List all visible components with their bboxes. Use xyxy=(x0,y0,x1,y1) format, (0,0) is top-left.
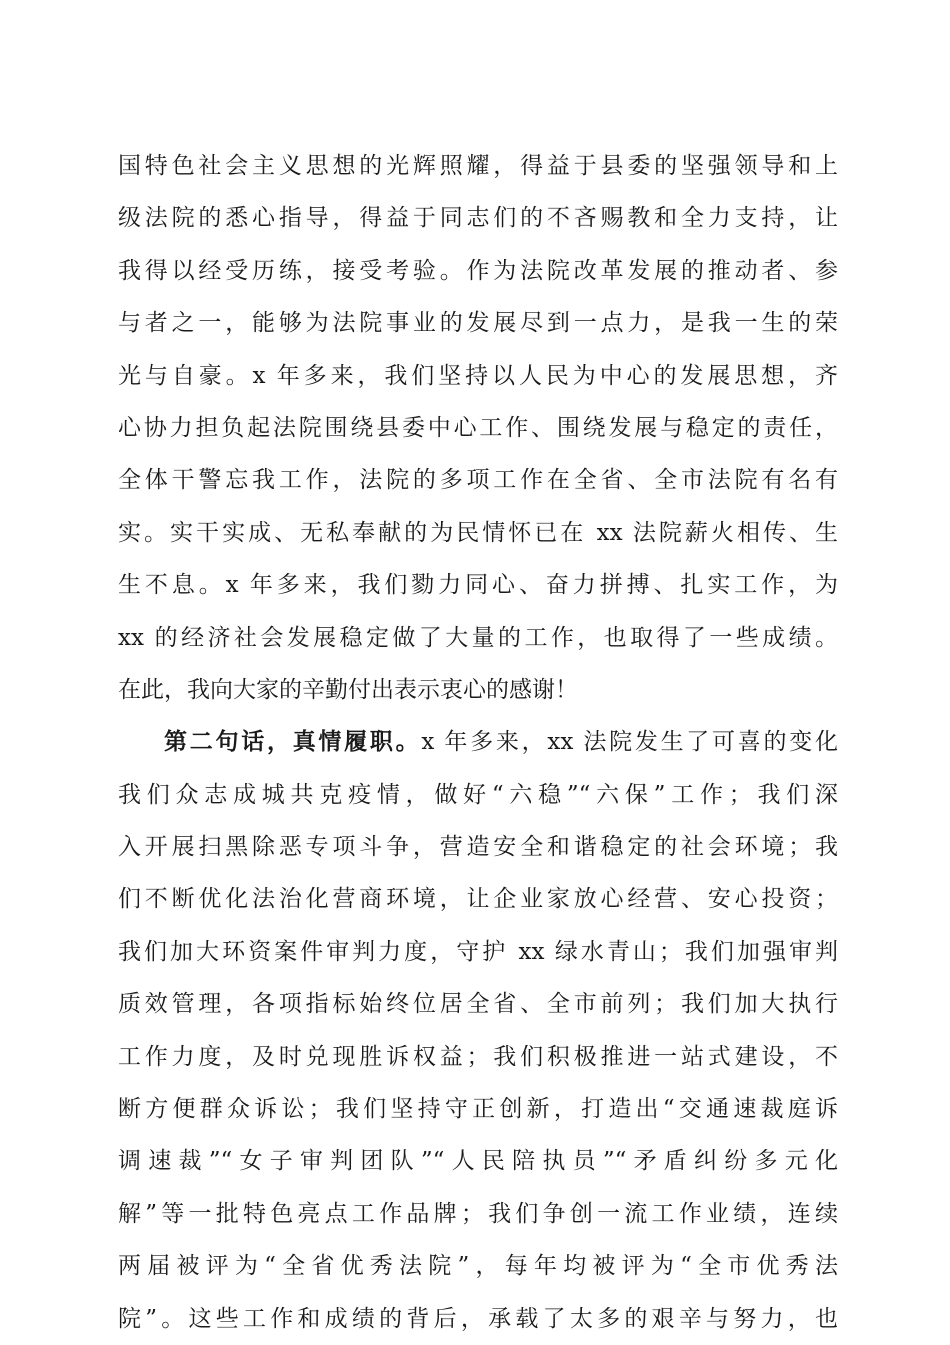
text-line: 与者之一，能够为法院事业的发展尽到一点力，是我一生的荣 xyxy=(118,310,838,337)
text-line: 生不息。x 年多来，我们勠力同心、奋力拼搏、扎实工作，为 xyxy=(118,572,838,599)
text-line: 断方便群众诉讼；我们坚持守正创新，打造出“交通速裁庭诉 xyxy=(118,1096,838,1123)
text-line: 工作力度，及时兑现胜诉权益；我们积极推进一站式建设，不 xyxy=(118,1043,838,1070)
text-line xyxy=(118,716,838,768)
text-line: 实。实干实成、无私奉献的为民情怀已在 xx 法院薪火相传、生 xyxy=(118,519,838,546)
text-line: 院”。这些工作和成绩的背后，承载了太多的艰辛与努力，也 xyxy=(118,1305,838,1332)
text-line: 们不断优化法治化营商环境，让企业家放心经营、安心投资； xyxy=(118,886,838,913)
text-line: 心协力担负起法院围绕县委中心工作、围绕发展与稳定的责任， xyxy=(118,414,838,441)
text-line: 在此，我向大家的辛勤付出表示衷心的感谢！ xyxy=(118,676,578,703)
text-line: 光与自豪。x 年多来，我们坚持以人民为中心的发展思想，齐 xyxy=(118,362,838,389)
text-line: xx 的经济社会发展稳定做了大量的工作，也取得了一些成绩。 xyxy=(118,624,838,651)
text-line: 调速裁”“女子审判团队”“人民陪执员”“矛盾纠纷多元化 xyxy=(118,1148,838,1175)
body-text xyxy=(118,140,838,1345)
text-line: 我得以经受历练，接受考验。作为法院改革发展的推动者、参 xyxy=(118,257,838,284)
paragraph-1 xyxy=(118,140,838,716)
text-line: 两届被评为“全省优秀法院”，每年均被评为“全市优秀法 xyxy=(118,1253,838,1280)
text-line: 国特色社会主义思想的光辉照耀，得益于县委的坚强领导和上 xyxy=(118,153,838,179)
text-line: 质效管理，各项指标始终位居全省、全市前列；我们加大执行 xyxy=(118,991,838,1018)
text-line: 我们众志成城共克疫情，做好“六稳”“六保”工作；我们深 xyxy=(118,781,838,808)
paragraph-2 xyxy=(118,716,838,1345)
text-line: 解”等一批特色亮点工作品牌；我们争创一流工作业绩，连续 xyxy=(118,1200,838,1227)
text-run: x 年多来，xx 法院发生了可喜的变化 xyxy=(421,729,838,756)
text-line: 级法院的悉心指导，得益于同志们的不吝赐教和全力支持，让 xyxy=(118,205,838,232)
section-heading: 第二句话，真情履职。 xyxy=(164,728,422,756)
text-line: 全体干警忘我工作，法院的多项工作在全省、全市法院有名有 xyxy=(118,467,838,494)
text-line: 我们加大环资案件审判力度，守护 xx 绿水青山；我们加强审判 xyxy=(118,938,838,965)
text-line: 入开展扫黑除恶专项斗争，营造安全和谐稳定的社会环境；我 xyxy=(118,834,838,861)
